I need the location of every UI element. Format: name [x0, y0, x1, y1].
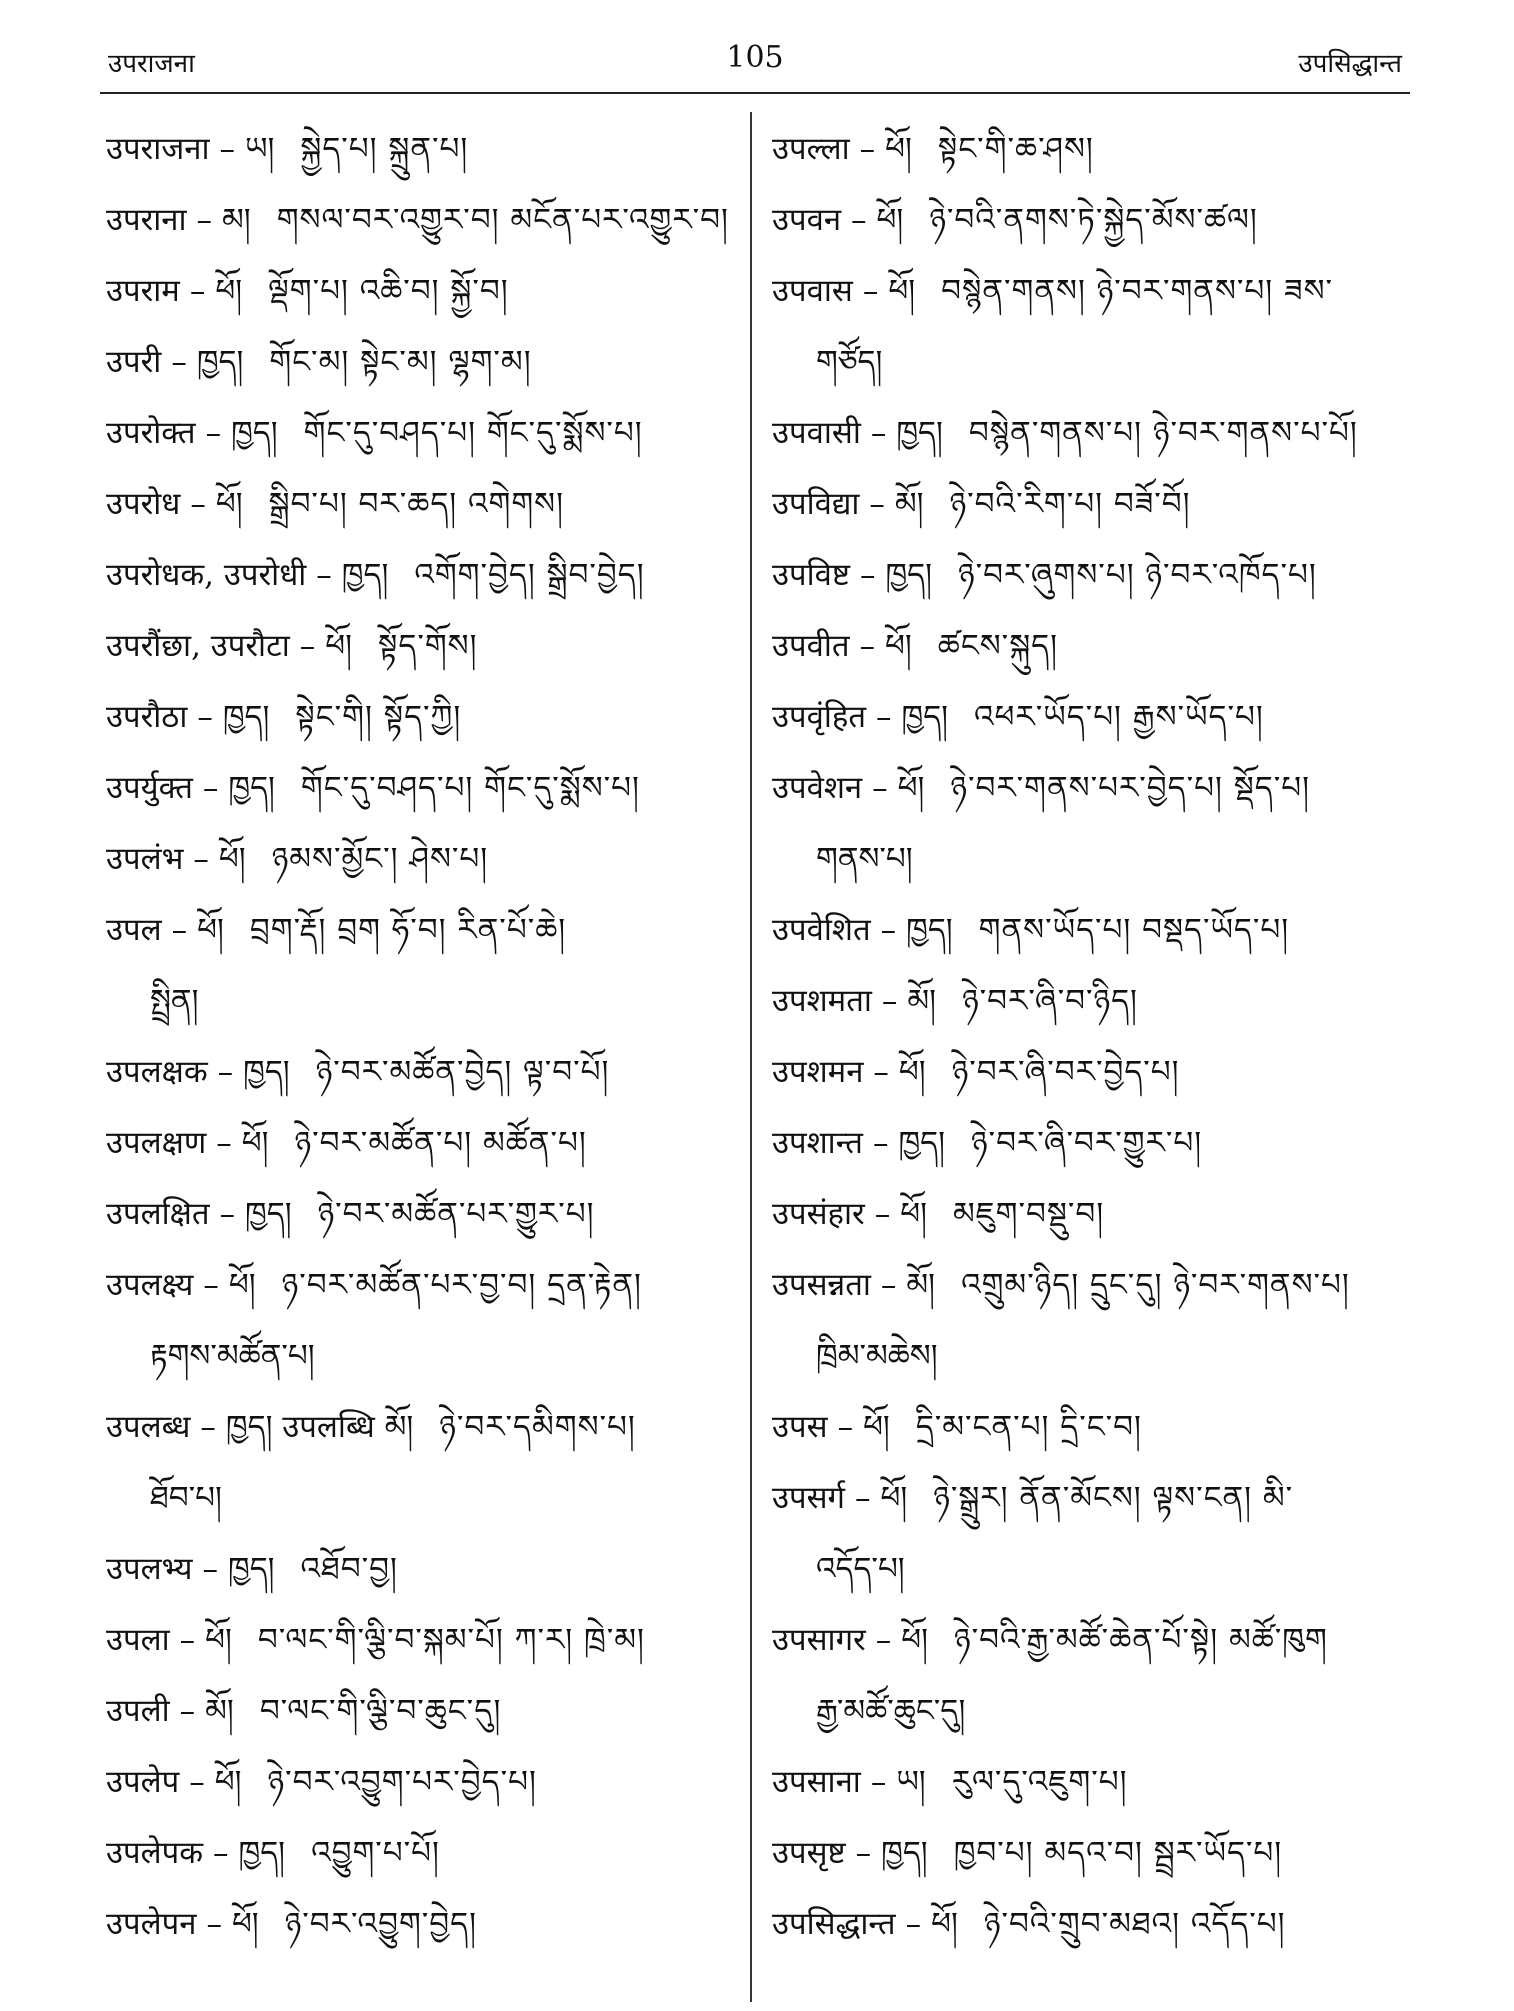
entry-grammar-marker: ཁྱད། [898, 1125, 945, 1161]
entry-grammar-marker: ཕོ། [898, 1054, 926, 1090]
entry-tibetan-definition: སྟོད་གོས། [378, 628, 478, 664]
entry-dash: – [876, 699, 892, 735]
entry-tibetan-definition: བ་ལང་གི་ལྕི་བ་སྐམ་པོ། ཀ་ར། ཁྲེ་མ། [257, 1622, 645, 1658]
entry-tibetan-definition: ཚངས་སྐུད། [937, 628, 1058, 664]
dictionary-entry [772, 398, 1412, 469]
entry-grammar-marker: ཕོ། [931, 1906, 958, 1942]
entry-headword: उपरोधक, उपरोधी [106, 557, 307, 593]
dictionary-entry [772, 1605, 1412, 1676]
dictionary-entry [106, 1108, 726, 1179]
header-right-word: उपसिद्धान्त [1298, 49, 1402, 79]
entry-headword: उपसृष्ट [772, 1835, 846, 1871]
dictionary-entry [106, 1037, 726, 1108]
entry-dash: – [202, 770, 219, 806]
entry-grammar-marker: མོ། [205, 1693, 234, 1729]
entry-headword: उपसागर [772, 1622, 866, 1658]
entry-dash: – [872, 770, 888, 806]
header-rule [100, 92, 1410, 94]
entry-headword: उपवीत [772, 628, 850, 664]
entry-continuation: རྒྱ་མཚོ་ཆུང་དུ། [816, 1693, 966, 1729]
running-head [100, 40, 1410, 80]
entry-continuation: ཐོབ་པ། [150, 1480, 222, 1516]
entry-tibetan-definition: ཉེ་བར་འབྱུག་བྱེད། [284, 1906, 477, 1942]
dictionary-entry [106, 1747, 726, 1818]
dictionary-entry [106, 327, 726, 398]
entry-tibetan-definition: མཇུག་བསྡུ་བ། [953, 1196, 1105, 1232]
dictionary-entry [772, 114, 1412, 185]
entry-grammar-marker: ཕོ། [863, 1409, 890, 1445]
entry-grammar-marker: ཁྱད། [245, 1196, 292, 1232]
dictionary-entry [106, 1250, 726, 1321]
dictionary-entry [772, 1463, 1412, 1534]
dictionary-entry [772, 966, 1412, 1037]
entry-dash: – [219, 131, 236, 167]
entry-tibetan-definition: རུལ་དུ་འཇུག་པ། [951, 1764, 1128, 1800]
entry-dash: – [299, 628, 316, 664]
entry-grammar-marker: ཡ། [896, 1764, 926, 1800]
entry-tibetan-definition: ཉེ་བར་དམིགས་པ། [439, 1409, 636, 1445]
entry-grammar-marker: ཁྱད། [222, 699, 270, 735]
entry-dash: – [870, 415, 887, 451]
entry-headword: उपवास [772, 273, 853, 309]
entry-tibetan-definition: སྐྱེད་པ། སྐྲུན་པ། [300, 131, 469, 167]
entry-headword: उपलेपन [106, 1906, 197, 1942]
entry-grammar-marker: ཁྱད། [231, 415, 278, 451]
entry-headword: उपस [772, 1409, 828, 1445]
entry-tibetan-definition: ཉེ་བར་ཞི་བར་གྱུར་པ། [970, 1125, 1203, 1161]
entry-tibetan-definition: གསལ་བར་འགྱུར་བ། མངོན་པར་འགྱུར་བ། [276, 202, 729, 238]
entry-tibetan-definition: གོང་དུ་བཤད་པ། གོང་དུ་སྨོས་པ། [300, 770, 640, 806]
entry-dash: – [872, 1125, 889, 1161]
dictionary-entry [772, 611, 1412, 682]
entry-headword: उपराम [106, 273, 180, 309]
entry-tibetan-definition: འཐོབ་བྱ། [300, 1551, 398, 1587]
entry-tibetan-definition: གནས་ཡོད་པ། བསྡད་ཡོད་པ། [978, 912, 1290, 948]
entry-headword: उपशमन [772, 1054, 864, 1090]
entry-headword: उपरौठा [106, 699, 188, 735]
dictionary-entry [106, 398, 726, 469]
entry-dash: – [189, 273, 206, 309]
entry-dash: – [206, 1906, 222, 1942]
entry-tibetan-definition: ཉེ་བའི་གྲུབ་མཐའ། འདོད་པ། [983, 1906, 1286, 1942]
entry-grammar-marker: ཕོ། [880, 1480, 908, 1516]
entry-headword: उपलेप [106, 1764, 180, 1800]
dictionary-entry [772, 1818, 1412, 1889]
entry-tibetan-definition: ཉེ་བར་མཚོན་པར་གྱུར་པ། [317, 1196, 595, 1232]
entry-grammar-marker: མོ། [894, 486, 924, 522]
dictionary-entry [772, 540, 1412, 611]
entry-tibetan-definition: ཁྱབ་པ། མདའ་བ། སྦྲར་ཡོད་པ། [953, 1835, 1283, 1871]
entry-grammar-marker: ཁྱད། [196, 344, 244, 380]
dictionary-entry [772, 682, 1412, 753]
entry-dash: – [880, 1267, 897, 1303]
entry-continuation: འདོད་པ། [816, 1551, 905, 1587]
entry-continuation: རྟགས་མཚོན་པ། [150, 1338, 315, 1374]
entry-grammar-marker: མོ། [906, 1267, 936, 1303]
entry-dash: – [219, 1196, 236, 1232]
entry-tibetan-definition: ཉེ་བའི་ནགས་ཏེ་སྐྱེད་མོས་ཚལ། [929, 202, 1258, 238]
entry-tibetan-definition: བྲག་རྡོ། བྲག ཧོ་བ། རིན་པོ་ཆེ། [249, 912, 567, 948]
entry-dash: – [874, 1196, 891, 1232]
entry-grammar-marker: ཕོ། [241, 1125, 269, 1161]
dictionary-entry [106, 1676, 726, 1747]
entry-dash: – [875, 1622, 892, 1658]
entry-tibetan-definition: ཉེ་བའི་རིག་པ། བཟོ་བོ། [949, 486, 1191, 522]
dictionary-entry [772, 469, 1412, 540]
entry-dash: – [217, 1054, 234, 1090]
dictionary-entry [106, 256, 726, 327]
header-left-word: उपराजना [108, 49, 195, 79]
entry-headword: उपल [106, 912, 162, 948]
entry-tibetan-definition: གོང་དུ་བཤད་པ། གོང་དུ་སྨོས་པ། [303, 415, 643, 451]
entry-grammar-marker: ཕོ། [218, 841, 246, 877]
entry-headword: उपवासी [772, 415, 861, 451]
entry-grammar-marker: ཕོ། [197, 912, 224, 948]
entry-grammar-marker: ཁྱད། [228, 1551, 275, 1587]
column-divider [750, 112, 752, 2002]
entry-dash: – [190, 486, 206, 522]
entry-grammar-marker: ཁྱད། [341, 557, 389, 593]
entry-grammar-marker: མ། [222, 202, 251, 238]
entry-grammar-marker: ཡ། [245, 131, 275, 167]
dictionary-entry [772, 1108, 1412, 1179]
entry-headword: उपशमता [772, 983, 872, 1019]
entry-grammar-marker: ཁྱད། [906, 912, 953, 948]
dictionary-entry [106, 1605, 726, 1676]
entry-grammar-marker: ཕོ། [214, 1764, 242, 1800]
entry-headword: उपरोध [106, 486, 181, 522]
entry-tibetan-definition: ཉེ་བར་གནས་པར་བྱེད་པ། སྡོད་པ། [950, 770, 1310, 806]
entry-tibetan-definition: བསྙེན་གནས་པ། ཉེ་བར་གནས་པ་པོ། [968, 415, 1358, 451]
dictionary-entry [772, 256, 1412, 327]
entry-dash: – [216, 1125, 232, 1161]
dictionary-entry [106, 540, 726, 611]
dictionary-entry [106, 682, 726, 753]
entry-grammar-marker: ཕོ། [876, 202, 904, 238]
entry-dash: – [196, 202, 213, 238]
entry-tibetan-definition: དྲི་མ་ངན་པ། དྲི་ང་བ། [915, 1409, 1142, 1445]
entry-headword: उपलक्षित [106, 1196, 210, 1232]
dictionary-entry [106, 185, 729, 256]
entry-grammar-marker: ཁྱད། [238, 1835, 286, 1871]
entry-dash: – [862, 273, 879, 309]
dictionary-entry [772, 185, 1412, 256]
entry-grammar-marker: ཕོ། [897, 770, 925, 806]
entry-dash: – [171, 344, 187, 380]
entry-grammar-marker: ཕོ། [325, 628, 352, 664]
entry-dash: – [851, 202, 867, 238]
entry-tibetan-definition: འགོག་བྱེད། སྒྲིབ་བྱེད། [414, 557, 645, 593]
entry-headword: उपलक्षण [106, 1125, 207, 1161]
dictionary-entry [772, 1889, 1412, 1960]
entry-grammar-marker: ཕོ། [901, 1622, 928, 1658]
entry-continuation: ཁྲིམ་མཆེས། [816, 1338, 938, 1374]
entry-dash: – [870, 1764, 887, 1800]
dictionary-entry [772, 1037, 1412, 1108]
entry-dash: – [189, 1764, 205, 1800]
entry-grammar-marker: ཁྱད། [228, 770, 275, 806]
entry-tibetan-definition: ཉེ་བར་འབྱུག་པར་བྱེད་པ། [267, 1764, 537, 1800]
entry-dash: – [869, 486, 885, 522]
dictionary-entry [106, 114, 726, 185]
dictionary-entry [106, 1889, 726, 1960]
entry-headword: उपसाना [772, 1764, 861, 1800]
entry-dash: – [859, 131, 876, 167]
entry-dash: – [205, 415, 222, 451]
dictionary-entry [106, 1818, 726, 1889]
entry-grammar-marker: ཕོ། [885, 131, 912, 167]
entry-headword: उपलक्षक [106, 1054, 208, 1090]
entry-headword: उपसंहार [772, 1196, 865, 1232]
entry-tibetan-definition: འཕར་ཡོད་པ། རྒྱས་ཡོད་པ། [974, 699, 1264, 735]
entry-headword: उपरौंछा, उपरौटा [106, 628, 290, 664]
entry-tibetan-definition: ཉེ་བར་ཞི་བ་ཉིད། [962, 983, 1138, 1019]
entry-continuation: སྤྲིན། [150, 983, 199, 1019]
dictionary-entry [772, 1179, 1412, 1250]
entry-headword: उपर्युक्त [106, 770, 193, 806]
dictionary-entry [106, 1392, 726, 1463]
entry-tibetan-definition: ཉེ་བར་ཞི་བར་བྱེད་པ། [951, 1054, 1180, 1090]
entry-headword: उपवेशन [772, 770, 863, 806]
entry-grammar-marker: ཕོ། [215, 273, 243, 309]
entry-tibetan-definition: ཉམས་མྱོང་། ཤེས་པ། [271, 841, 489, 877]
entry-tibetan-definition: ཉེ་བའི་རྒྱ་མཚོ་ཆེན་པོ་སྟེ། མཚོ་ཁུག [953, 1622, 1328, 1658]
entry-dash: – [855, 1480, 871, 1516]
entry-dash: – [213, 1835, 229, 1871]
entry-headword: उपरी [106, 344, 162, 380]
entry-headword: उपविद्या [772, 486, 860, 522]
entry-dash: – [179, 1693, 196, 1729]
entry-tibetan-definition: འགྲུམ་ཉིད། དྲུང་དུ། ཉེ་བར་གནས་པ། [961, 1267, 1350, 1303]
entry-dash: – [316, 557, 332, 593]
entry-tibetan-definition: སྒྲིབ་པ། བར་ཆད། འགེགས། [268, 486, 564, 522]
dictionary-entry [772, 1392, 1412, 1463]
entry-grammar-marker: ཁྱད། [901, 699, 949, 735]
dictionary-entry [106, 1179, 726, 1250]
entry-tibetan-definition: སྟེང་གི། སྟོད་ཀྱི། [295, 699, 462, 735]
entry-grammar-marker: ཕོ། [215, 486, 243, 522]
entry-continuation: གཙོད། [816, 344, 883, 380]
entry-grammar-marker: ཕོ། [900, 1196, 927, 1232]
dictionary-entry [772, 753, 1412, 824]
entry-tibetan-definition: ལྡོག་པ། འཆི་བ། སྐྱོ་བ། [268, 273, 509, 309]
entry-headword: उपरोक्त [106, 415, 196, 451]
entry-grammar-marker: ཕོ། [231, 1906, 259, 1942]
entry-dash: – [197, 699, 213, 735]
entry-headword: उपलक्ष्य [106, 1267, 194, 1303]
entry-headword: उपलेपक [106, 1835, 204, 1871]
entry-dash: – [855, 1835, 872, 1871]
entry-dash: – [881, 983, 898, 1019]
dictionary-entry [106, 1534, 726, 1605]
entry-grammar-marker: མོ། [907, 983, 937, 1019]
entry-tibetan-definition: བ་ལང་གི་ལྕི་བ་ཆུང་དུ། [259, 1693, 502, 1729]
entry-headword: उपलभ्य [106, 1551, 193, 1587]
entry-grammar-marker: ཁྱད། [243, 1054, 290, 1090]
entry-tibetan-definition: འབྱུག་པ་པོ། [311, 1835, 440, 1871]
entry-dash: – [873, 1054, 889, 1090]
entry-dash: – [200, 1409, 216, 1445]
entry-headword: उपसर्ग [772, 1480, 846, 1516]
entry-headword: उपवृंहित [772, 699, 866, 735]
entry-tibetan-definition: ཉེ་སྒྲུར། ནོན་མོངས། ལྟས་ངན། མི་ [933, 1480, 1294, 1516]
entry-headword: उपली [106, 1693, 170, 1729]
right-column [772, 114, 1412, 1960]
entry-tibetan-definition: བསྙེན་གནས། ཉེ་བར་གནས་པ། ཟས་ [941, 273, 1334, 309]
entry-headword: उपसन्नता [772, 1267, 871, 1303]
entry-headword: उपराना [106, 202, 187, 238]
entry-continuation: གནས་པ། [816, 841, 913, 877]
entry-dash: – [859, 628, 876, 664]
entry-dash: – [859, 557, 876, 593]
entry-dash: – [179, 1622, 196, 1658]
entry-dash: – [202, 1551, 218, 1587]
entry-tibetan-definition: ཉེ་བར་མཚོན་བྱེད། ལྟ་བ་པོ། [315, 1054, 610, 1090]
entry-headword: उपलब्ध [106, 1409, 191, 1445]
entry-dash: – [193, 841, 209, 877]
entry-grammar-marker: ཁྱད། [896, 415, 943, 451]
entry-tibetan-definition: སྟེང་གི་ཆ་ཤས། [937, 131, 1094, 167]
dictionary-entry [772, 895, 1412, 966]
entry-dash: – [837, 1409, 854, 1445]
entry-grammar-marker: ཁྱད། उपलब्धि མོ། [225, 1409, 414, 1445]
entry-tibetan-definition: ཉ་བར་མཚོན་པར་བྱ་བ། དྲན་རྟེན། [281, 1267, 642, 1303]
dictionary-entry [106, 469, 726, 540]
entry-grammar-marker: ཁྱད། [881, 1835, 928, 1871]
dictionary-entry [106, 895, 726, 966]
entry-dash: – [905, 1906, 922, 1942]
left-column [106, 114, 729, 1960]
dictionary-entry [772, 1250, 1412, 1321]
entry-headword: उपवेशित [772, 912, 871, 948]
entry-dash: – [171, 912, 188, 948]
entry-grammar-marker: ཕོ། [888, 273, 916, 309]
entry-headword: उपसिद्धान्त [772, 1906, 896, 1942]
entry-headword: उपराजना [106, 131, 210, 167]
entry-tibetan-definition: ཉེ་བར་མཚོན་པ། མཚོན་པ། [294, 1125, 587, 1161]
entry-headword: उपला [106, 1622, 170, 1658]
dictionary-entry [106, 824, 726, 895]
dictionary-entry [106, 753, 726, 824]
entry-headword: उपवन [772, 202, 842, 238]
entry-headword: उपशान्त [772, 1125, 863, 1161]
page-number: 105 [726, 40, 784, 75]
entry-headword: उपल्ला [772, 131, 850, 167]
entry-grammar-marker: ཁྱད། [885, 557, 932, 593]
entry-grammar-marker: ཕོ། [885, 628, 912, 664]
entry-dash: – [203, 1267, 219, 1303]
entry-grammar-marker: ཕོ། [228, 1267, 256, 1303]
entry-tibetan-definition: ཉེ་བར་ཞུགས་པ། ཉེ་བར་འཁོད་པ། [958, 557, 1317, 593]
dictionary-entry [772, 1747, 1412, 1818]
entry-tibetan-definition: གོང་མ། སྟེང་མ། ལྷག་མ། [269, 344, 532, 380]
entry-headword: उपविष्ट [772, 557, 850, 593]
entry-headword: उपलंभ [106, 841, 184, 877]
entry-dash: – [880, 912, 897, 948]
entry-grammar-marker: ཕོ། [205, 1622, 232, 1658]
dictionary-entry [106, 611, 726, 682]
